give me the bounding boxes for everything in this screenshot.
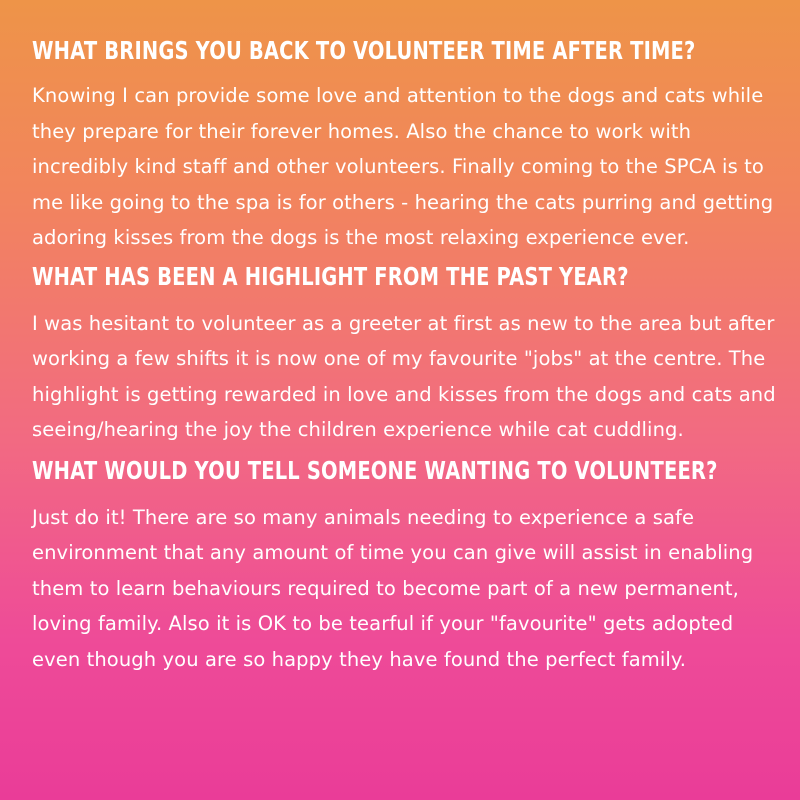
answer-text-3: Just do it! There are so many animals needing to experience a safe environment that any amount of time you can give will assist in enabling them to learn behaviours required to become part of a new permanent, loving family. Also it is OK to be tearful if your "favourite" gets adopted even though you are so happy they have found the perfect family. [32,505,754,671]
question-heading-1: WHAT BRINGS YOU BACK TO VOLUNTEER TIME AFTER TIME? [32,36,696,65]
interview-content [32,30,777,677]
question-section-1 [32,30,777,256]
answer-text-1: Knowing I can provide some love and attention to the dogs and cats while they prepare for their forever homes. Also the chance to work with incredibly kind staff and other volunteers. Finally coming to the SPCA is to me like going to the spa is for others - hearing the cats purring and getting adoring kisses from the dogs is the most relaxing experience ever. [32,84,774,249]
question-heading-2: WHAT HAS BEEN A HIGHLIGHT FROM THE PAST YEAR? [32,261,629,291]
question-heading-3: WHAT WOULD YOU TELL SOMEONE WANTING TO VOLUNTEER? [32,455,718,485]
answer-text-2: I was hesitant to volunteer as a greeter at first as new to the area but after working a few shifts it is now one of my favourite "jobs" at the centre. The highlight is getting rewarded in love and kisses from the dogs and cats and seeing/hearing the joy the children experience while cat cuddling. [32,311,776,441]
question-section-2 [32,256,777,448]
question-section-3 [32,450,777,678]
